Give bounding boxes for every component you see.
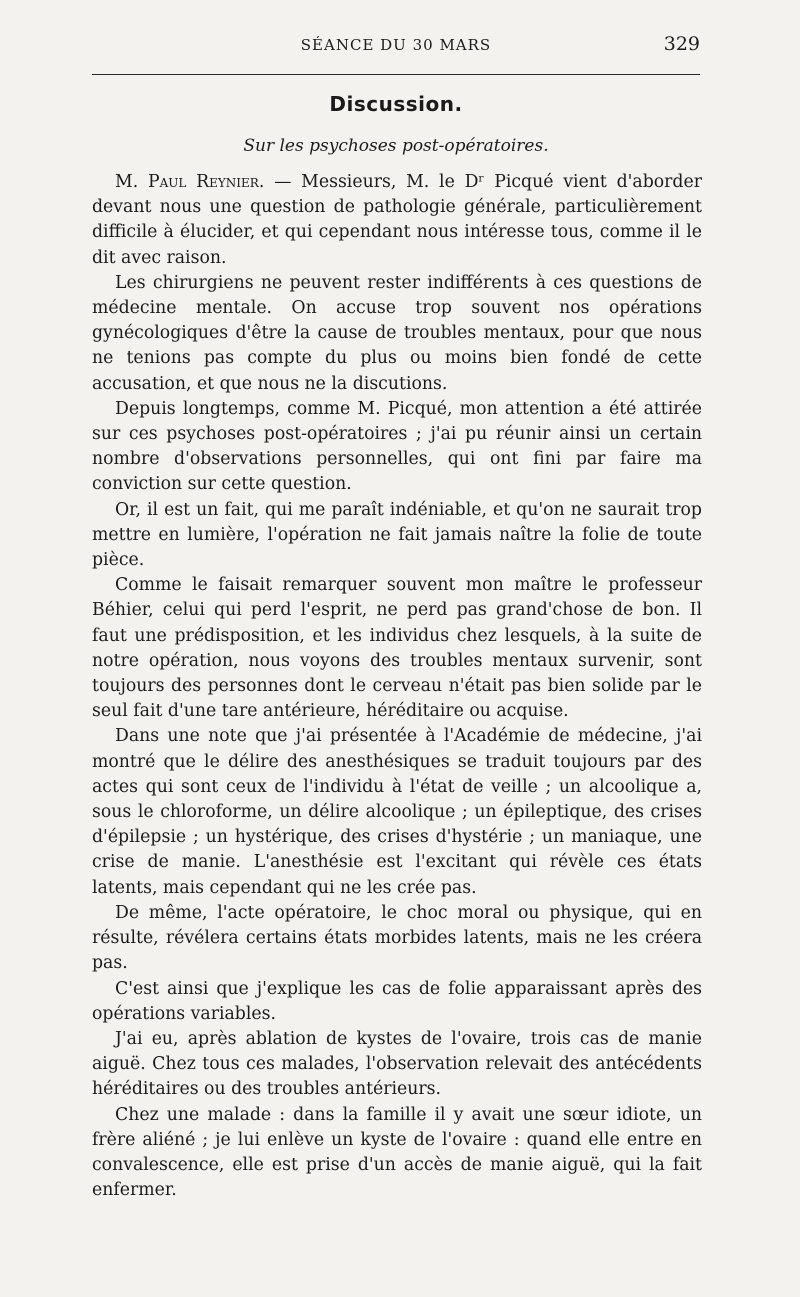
paragraph-text: — Messieurs, M. le Dʳ Picqué vient d'aborder devant nous une question de pathologie générale, particulièrement difficile à élucider, et qui cependant nous intéresse tous, comme il le dit avec raison. <box>92 172 702 268</box>
speaker-name: M. Paul Reynier. <box>115 172 265 192</box>
page-number: 329 <box>663 33 700 55</box>
paragraph: Dans une note que j'ai présentée à l'Académie de médecine, j'ai montré que le délire des anesthésiques se traduit toujours par des actes qui sont ceux de l'individu à l'état de veille ; un alcoolique a, sous le chloroforme, un délire alcoolique ; un épileptique, des crises d'épilepsie ; un hystérique, des crises d'hystérie ; un maniaque, une crise de manie. L'anesthésie est l'excitant qui révèle ces états latents, mais cependant qui ne les crée pas. <box>92 726 702 898</box>
section-heading: Discussion. <box>329 92 463 116</box>
paragraph: Chez une malade : dans la famille il y avait une sœur idiote, un frère aliéné ; je lui enlève un kyste de l'ovaire : quand elle entre en convalescence, elle est prise d'un accès de manie aiguë, qui la fait enfermer. <box>92 1104 702 1201</box>
header-rule <box>92 74 700 75</box>
paragraph: Depuis longtemps, comme M. Picqué, mon attention a été attirée sur ces psychoses post-opératoires ; j'ai pu réunir ainsi un certain nombre d'observations personnelles, qui ont fini par faire ma conviction sur cette question. <box>92 398 702 495</box>
paragraph: C'est ainsi que j'explique les cas de folie apparaissant après des opérations variables. <box>92 978 702 1024</box>
paragraph: De même, l'acte opératoire, le choc moral ou physique, qui en résulte, révélera certains états morbides latents, mais ne les créera pas. <box>92 902 702 974</box>
paragraph: Les chirurgiens ne peuvent rester indifférents à ces questions de médecine mentale. On accuse trop souvent nos opérations gynécologiques d'être la cause de troubles mentaux, pour que nous ne tenions pas compte du plus ou moins bien fondé de cette accusation, et que nous ne la discutions. <box>92 272 702 394</box>
paragraph <box>92 170 702 271</box>
running-head <box>92 32 700 62</box>
body-text <box>92 170 702 1203</box>
paragraph: Comme le faisait remarquer souvent mon maître le professeur Béhier, celui qui perd l'esprit, ne perd pas grand'chose de bon. Il faut une prédisposition, et les individus chez lesquels, à la suite de notre opération, nous voyons des troubles mentaux survenir, sont toujours des personnes dont le cerveau n'était pas bien solide par le seul fait d'une tare antérieure, héréditaire ou acquise. <box>92 575 702 722</box>
paragraph: Or, il est un fait, qui me paraît indéniable, et qu'on ne saurait trop mettre en lumière, l'opération ne fait jamais naître la folie de toute pièce. <box>92 499 702 571</box>
section-subheading: Sur les psychoses post-opératoires. <box>243 136 549 156</box>
running-title: SÉANCE DU 30 MARS <box>300 36 492 54</box>
paragraph: J'ai eu, après ablation de kystes de l'ovaire, trois cas de manie aiguë. Chez tous ces malades, l'observation relevait des antécédents héréditaires ou des troubles antérieurs. <box>92 1028 702 1100</box>
